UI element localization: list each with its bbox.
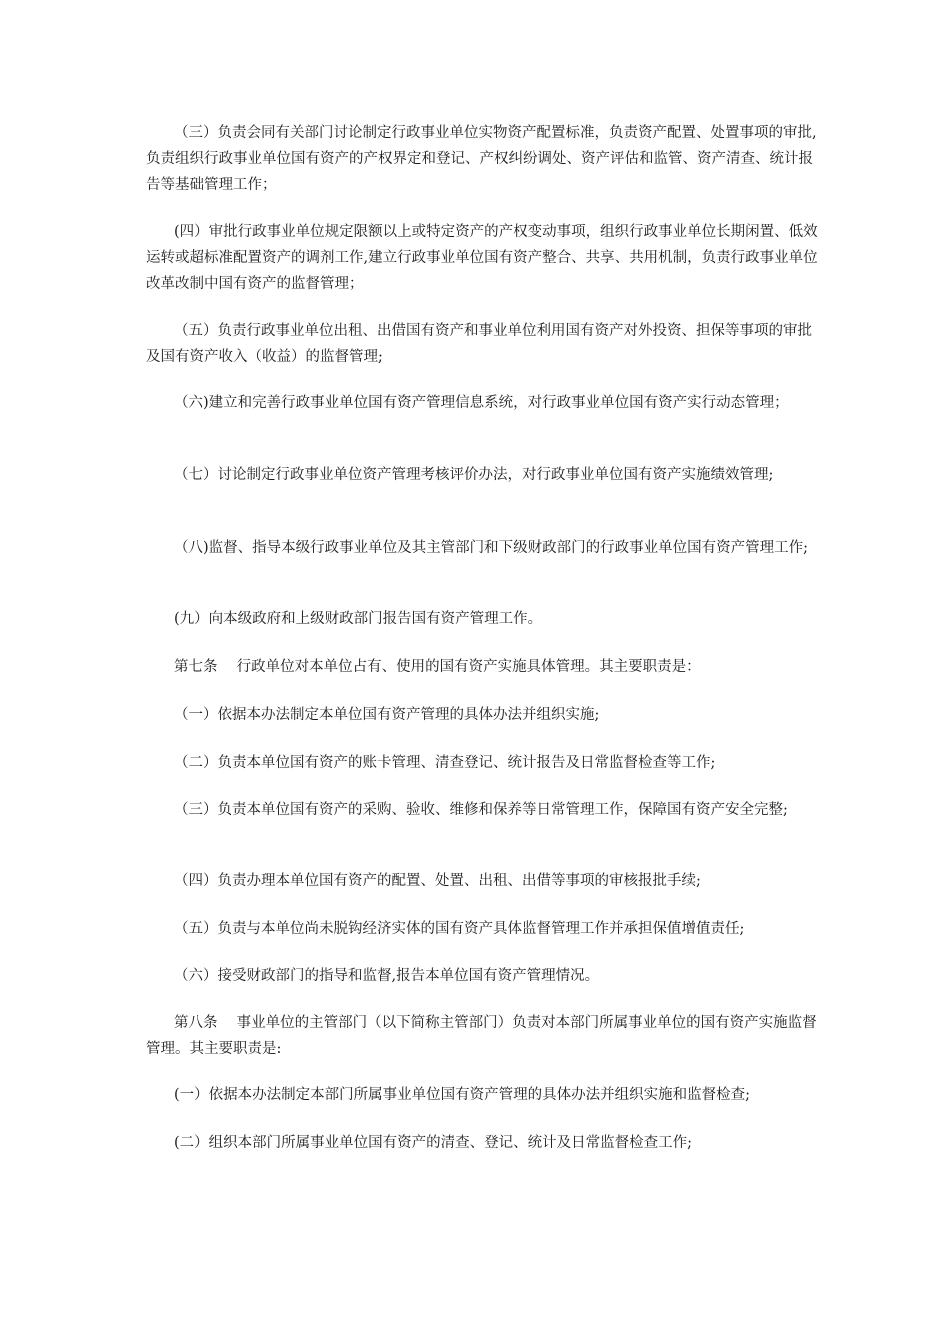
article-8-item-1: (一）依据本办法制定本部门所属事业单位国有资产管理的具体办法并组织实施和监督检查; <box>174 1087 751 1103</box>
paragraph-3-asset-standards: （三）负责会同有关部门讨论制定行政事业单位实物资产配置标准，负责资产配置、处置事项的审批,负责组织行政事业单位国有资产的产权界定和登记、产权纠纷调处、资产评估和监管、资产清查、统计报告等基础管理工作； <box>146 125 817 193</box>
paragraph-7-evaluation: （七）讨论制定行政事业单位资产管理考核评价办法，对行政事业单位国有资产实施绩效管理; <box>174 467 774 483</box>
paragraph-6-info-system: （六)建立和完善行政事业单位国有资产管理信息系统，对行政事业单位国有资产实行动态管理； <box>174 395 789 411</box>
paragraph-5-lease-approval: （五）负责行政事业单位出租、出借国有资产和事业单位利用国有资产对外投资、担保等事项的审批及国有资产收入（收益）的监督管理; <box>146 323 812 365</box>
article-8-heading: 第八条 事业单位的主管部门（以下简称主管部门）负责对本部门所属事业单位的国有资产实施监督管理。其主要职责是: <box>146 1015 817 1057</box>
article-7-item-1: （一）依据本办法制定本单位国有资产管理的具体办法并组织实施; <box>174 707 600 723</box>
article-8-item-2: (二）组织本部门所属事业单位国有资产的清查、登记、统计及日常监督检查工作; <box>174 1135 693 1151</box>
article-7-heading: 第七条 行政单位对本单位占有、使用的国有资产实施具体管理。其主要职责是： <box>174 659 701 675</box>
article-7-item-5: （五）负责与本单位尚未脱钩经济实体的国有资产具体监督管理工作并承担保值增值责任; <box>174 921 745 937</box>
article-7-item-4: （四）负责办理本单位国有资产的配置、处置、出租、出借等事项的审核报批手续; <box>174 873 701 889</box>
article-7-item-6: （六）接受财政部门的指导和监督,报告本单位国有资产管理情况。 <box>174 968 600 984</box>
article-7-item-3: （三）负责本单位国有资产的采购、验收、维修和保养等日常管理工作，保障国有资产安全完整; <box>174 802 788 818</box>
paragraph-8-supervision: （八)监督、指导本级行政事业单位及其主管部门和下级财政部门的行政事业单位国有资产管理工作; <box>174 540 809 556</box>
paragraph-4-property-rights: (四）审批行政事业单位规定限额以上或特定资产的产权变动事项，组织行政事业单位长期闲置、低效运转或超标准配置资产的调剂工作,建立行政事业单位国有资产整合、共享、共用机制，负责行政事业单位改革改制中国有资产的监督管理； <box>146 224 818 292</box>
paragraph-9-report: (九）向本级政府和上级财政部门报告国有资产管理工作。 <box>174 611 543 627</box>
article-7-item-2: （二）负责本单位国有资产的账卡管理、清查登记、统计报告及日常监督检查等工作; <box>174 755 716 771</box>
